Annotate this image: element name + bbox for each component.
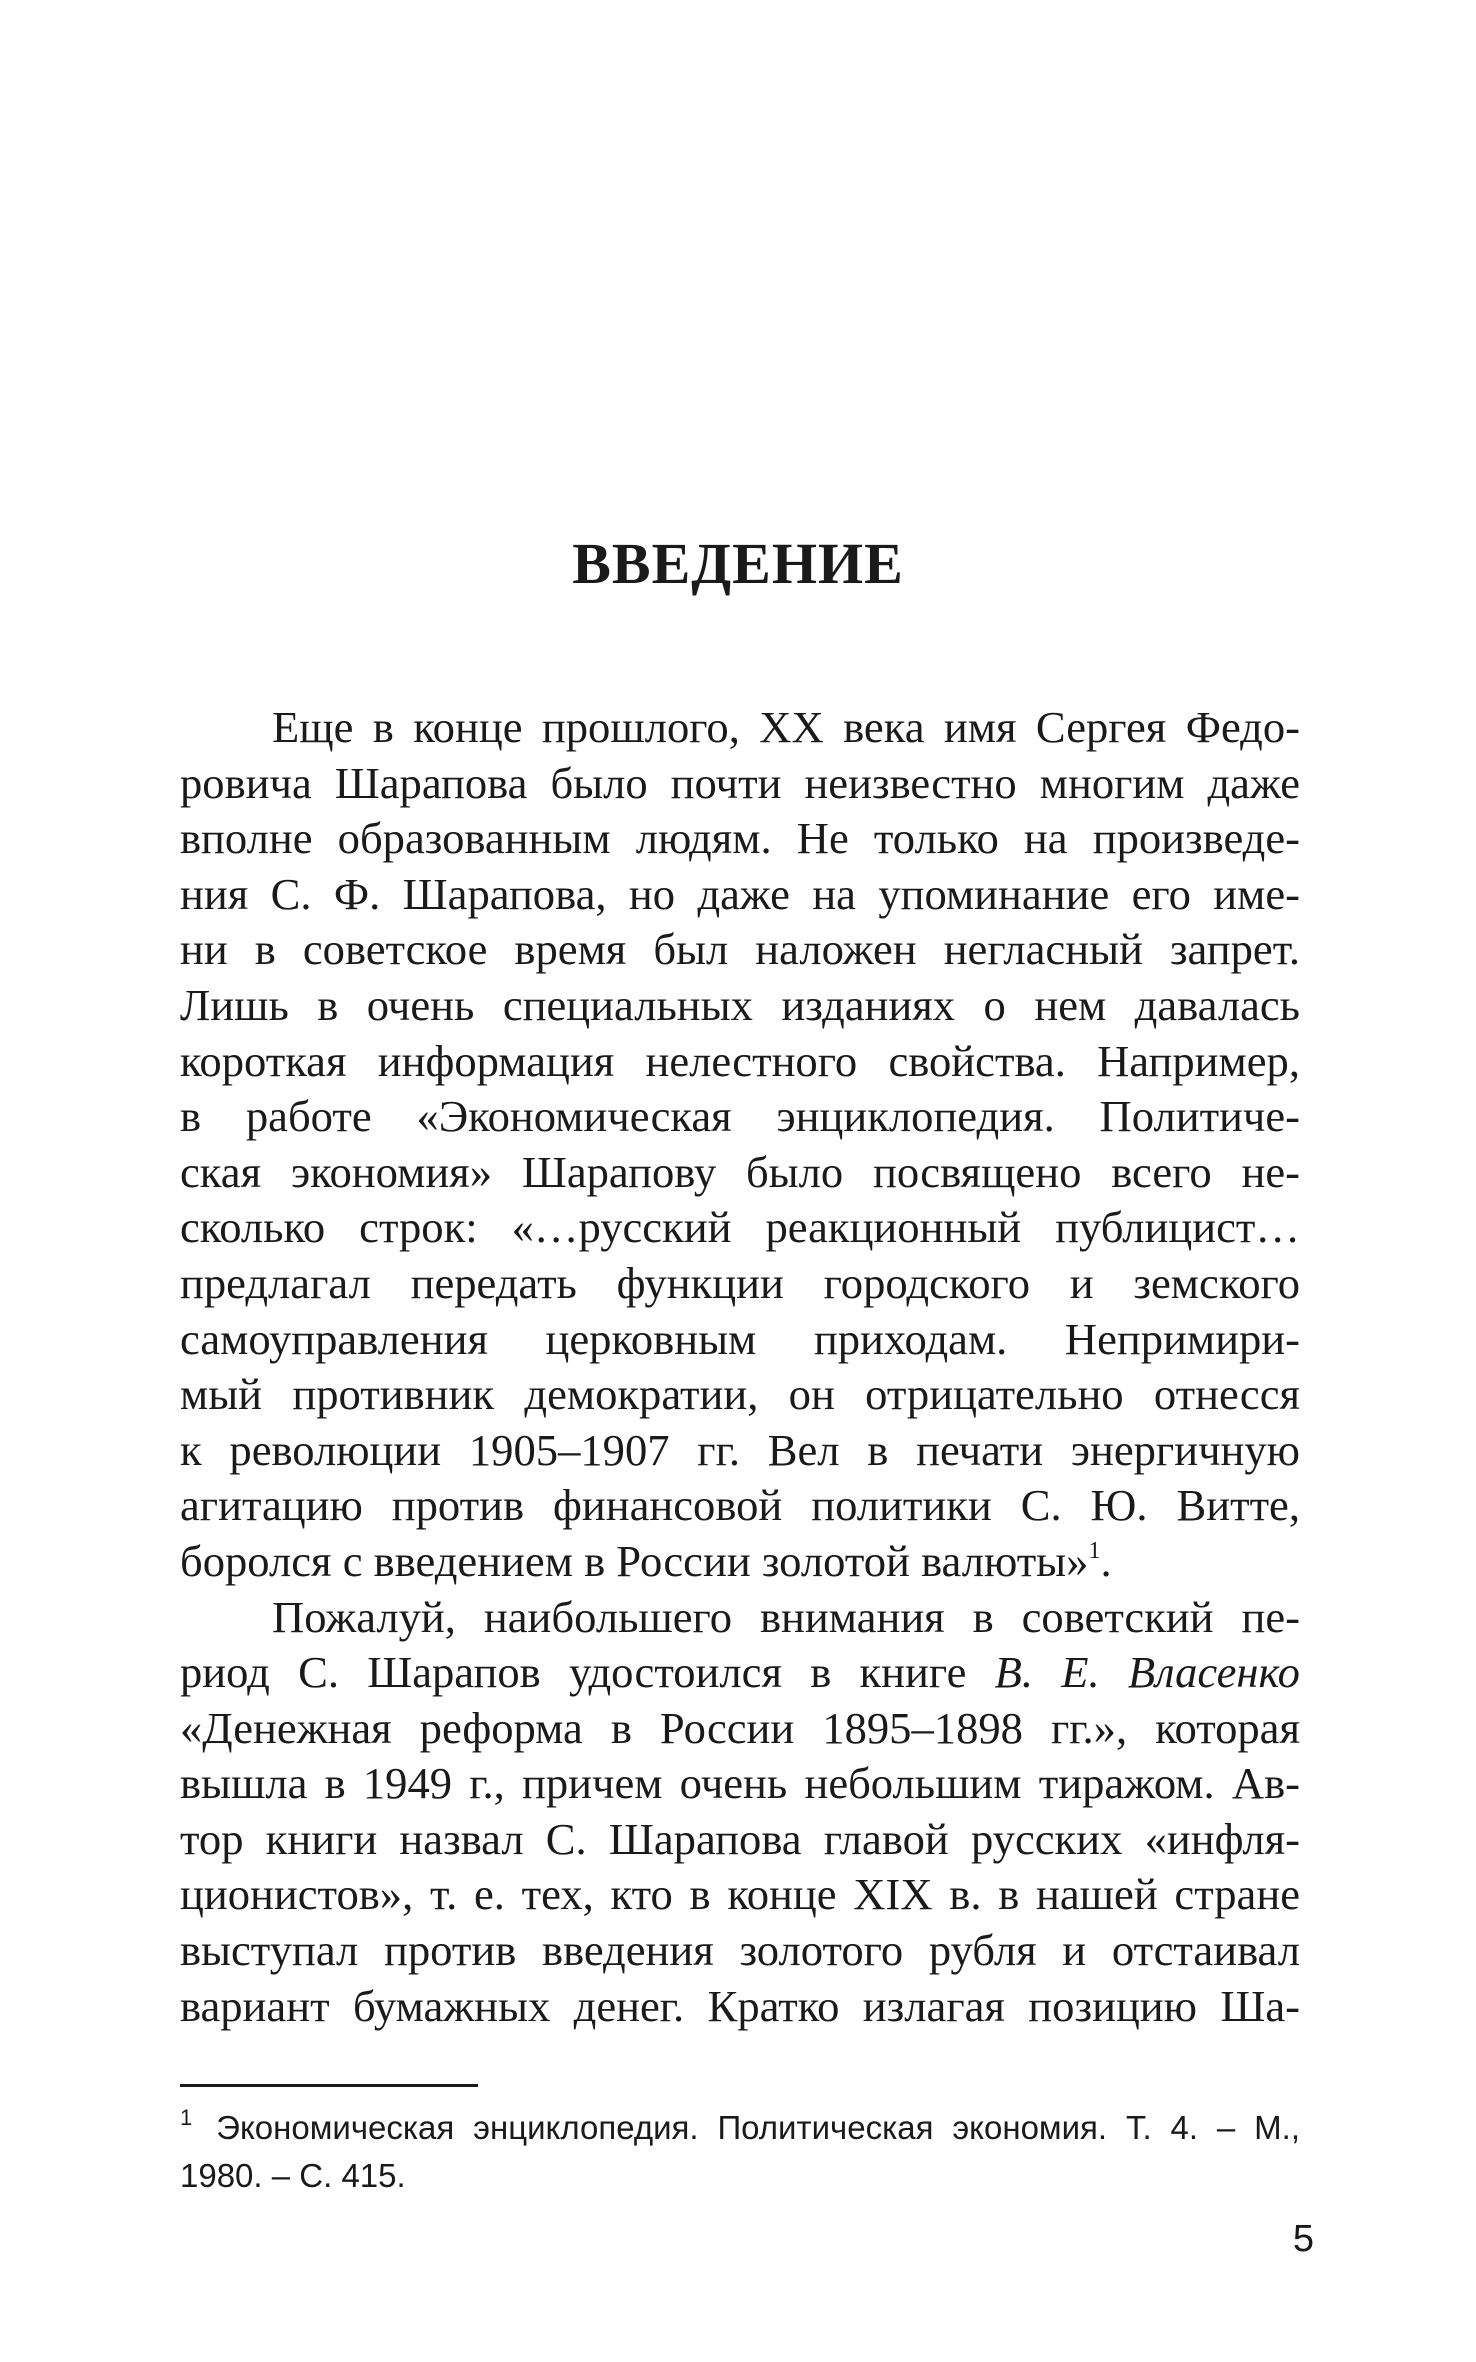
footnote-line: 1980. – С. 415. [180,2157,406,2194]
body-text [180,700,1300,2034]
page-number: 5 [1292,2218,1314,2260]
footnote [180,2094,1300,2200]
text-line: вполне образованным людям. Не только на произведе- [180,813,1300,864]
text-line: вариант бумажных денег. Кратко излагая позицию Ша- [180,1980,1300,2031]
footnote-mark[interactable]: 1 [1088,1537,1101,1564]
text-line: агитацию против финансовой политики С. Ю. Витте, [180,1480,1300,1531]
text-line: короткая информация нелестного свойства. Например, [180,1035,1300,1086]
text-segment: боролся с введением в России золотой валюты» [180,1535,1089,1586]
footnote-number: 1 [180,2105,193,2130]
text-line: «Денежная реформа в России 1895–1898 гг.», которая [180,1702,1300,1753]
text-line [180,1534,1300,1590]
author-name-italic: В. Е. Власенко [994,1647,1300,1698]
text-line: предлагал передать функции городского и земского [180,1257,1300,1308]
footnote-line [180,2094,1300,2152]
text-line: в работе «Экономическая энциклопедия. Политиче- [180,1091,1300,1142]
text-line: ровича Шарапова было почти неизвестно многим даже [180,757,1300,808]
chapter-title: ВВЕДЕНИЕ [572,531,904,596]
text-line: Еще в конце прошлого, XX века имя Сергея Федо- [272,702,1300,752]
text-line: сколько строк: «…русский реакционный публицист… [180,1202,1300,1253]
text-line: ская экономия» Шарапову было посвящено всего не- [180,1146,1300,1197]
footnote-text: Экономическая энциклопедия. Политическая экономия. Т. 4. – М., [216,2109,1300,2146]
text-line: Лишь в очень специальных изданиях о нем давалась [180,979,1300,1030]
text-line: ния С. Ф. Шарапова, но даже на упоминание его име- [180,868,1300,919]
text-line: мый противник демократии, он отрицательно отнесся [180,1369,1300,1420]
text-line: к революции 1905–1907 гг. Вел в печати энергичную [180,1424,1300,1475]
text-line: тор книги назвал С. Шарапова главой русских «инфля- [180,1813,1300,1864]
period: . [1100,1535,1112,1586]
text-line: ни в советское время был наложен негласный запрет. [180,924,1300,975]
text-line: выступал против введения золотого рубля и отстаивал [180,1925,1300,1976]
footnote-separator [180,2084,478,2087]
text-segment: риод С. Шарапов удостоился в книге [180,1647,995,1698]
text-line: Пожалуй, наибольшего внимания в советский пе- [272,1591,1300,1642]
text-line [180,1645,1300,1701]
text-line: самоуправления церковным приходам. Непримири- [180,1313,1300,1364]
text-line: вышла в 1949 г., причем очень небольшим тиражом. Ав- [180,1758,1300,1809]
text-line: ционистов», т. е. тех, кто в конце XIX в. в нашей стране [180,1869,1300,1920]
